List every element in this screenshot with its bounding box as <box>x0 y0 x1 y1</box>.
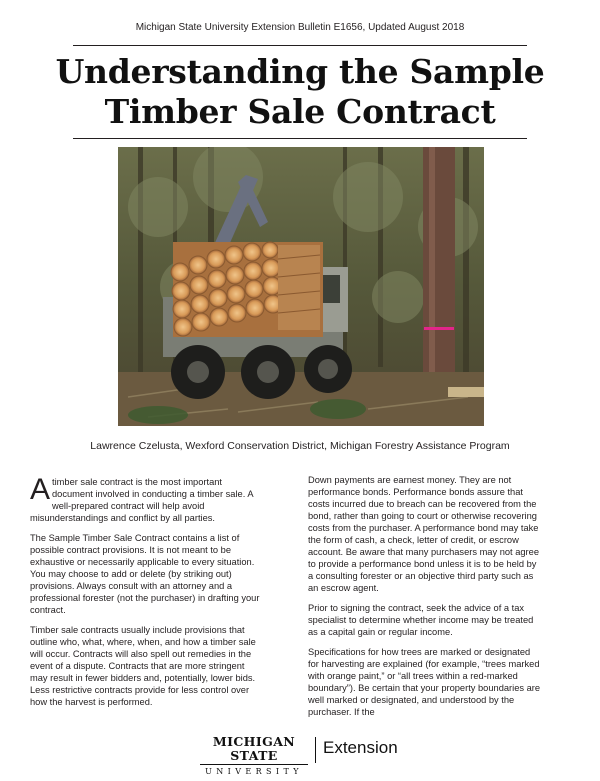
extension-wordmark: Extension <box>323 738 398 757</box>
log-stack <box>171 242 323 337</box>
paragraph: Timber sale contracts usually include provisions that outline who, what, where, when, and how a timber sale will occur. Contracts will also spell out remedies in the event of a dispute. Contracts that are more stringent may result in fewer bidders and, potentially, lower bids. Less restrictive contracts provide for less control over how the harvest is performed. <box>30 625 256 707</box>
title-line-2: Timber Sale Contract <box>104 92 496 131</box>
paragraph: Prior to signing the contract, seek the advice of a tax specialist to determine whether income may be treated as a capital gain or regular income. <box>308 603 534 637</box>
forwarder-with-logs-photo <box>118 147 484 426</box>
footer-logo <box>0 734 600 776</box>
title-line-1: Understanding the Sample <box>55 52 545 91</box>
pine-trunk <box>423 147 455 392</box>
right-column <box>308 474 542 726</box>
page-title <box>0 52 600 132</box>
msu-wordmark <box>200 735 308 776</box>
author-byline: Lawrence Czelusta, Wexford Conservation District, Michigan Forestry Assistance Program <box>90 440 510 452</box>
left-column <box>30 473 264 716</box>
bulletin-line: Michigan State University Extension Bulletin E1656, Updated August 2018 <box>135 22 465 33</box>
logo-divider <box>315 737 316 763</box>
header-rule-bottom <box>73 138 527 139</box>
paragraph: Specifications for how trees are marked or designated for harvesting are explained (for example, “trees marked with orange paint,” or “all trees within a red-marked boundary”). Be certain that your property boundaries are well marked or designated, and understood by the purchaser. If the <box>308 647 541 717</box>
paragraph: The Sample Timber Sale Contract contains a list of possible contract provisions. It is not meant to be exhaustive or necessarily applicable to every situation. You may choose to add or delete (by striking out) provisions. Always consult with an attorney and a professional forester (not the purchaser) in drafting your contract. <box>30 533 260 615</box>
paragraph: Down payments are earnest money. They are not performance bonds. Performance bonds assure that costs incurred due to breach can be recovered from the bond, rather than going to court or otherwise recovering costs from the purchaser. A performance bond may take the form of cash, a check, letter of credit, or escrow account. Be aware that many purchasers may not agree to provide a performance bond unless it is to be held by a consulting forester or an objective third party such as an escrow agent. <box>308 475 539 593</box>
msu-wordmark-line1: MICHIGAN STATE <box>200 735 308 765</box>
intro-paragraph <box>30 473 264 524</box>
drop-cap: A <box>30 473 51 506</box>
intro-paragraph-text: timber sale contract is the most important document involved in conducting a timber sale. A well-prepared contract will help avoid misunderstandings and conflict by all parties. <box>30 477 254 523</box>
msu-wordmark-line2: UNIVERSITY <box>205 767 303 776</box>
header-rule-top <box>73 45 527 46</box>
